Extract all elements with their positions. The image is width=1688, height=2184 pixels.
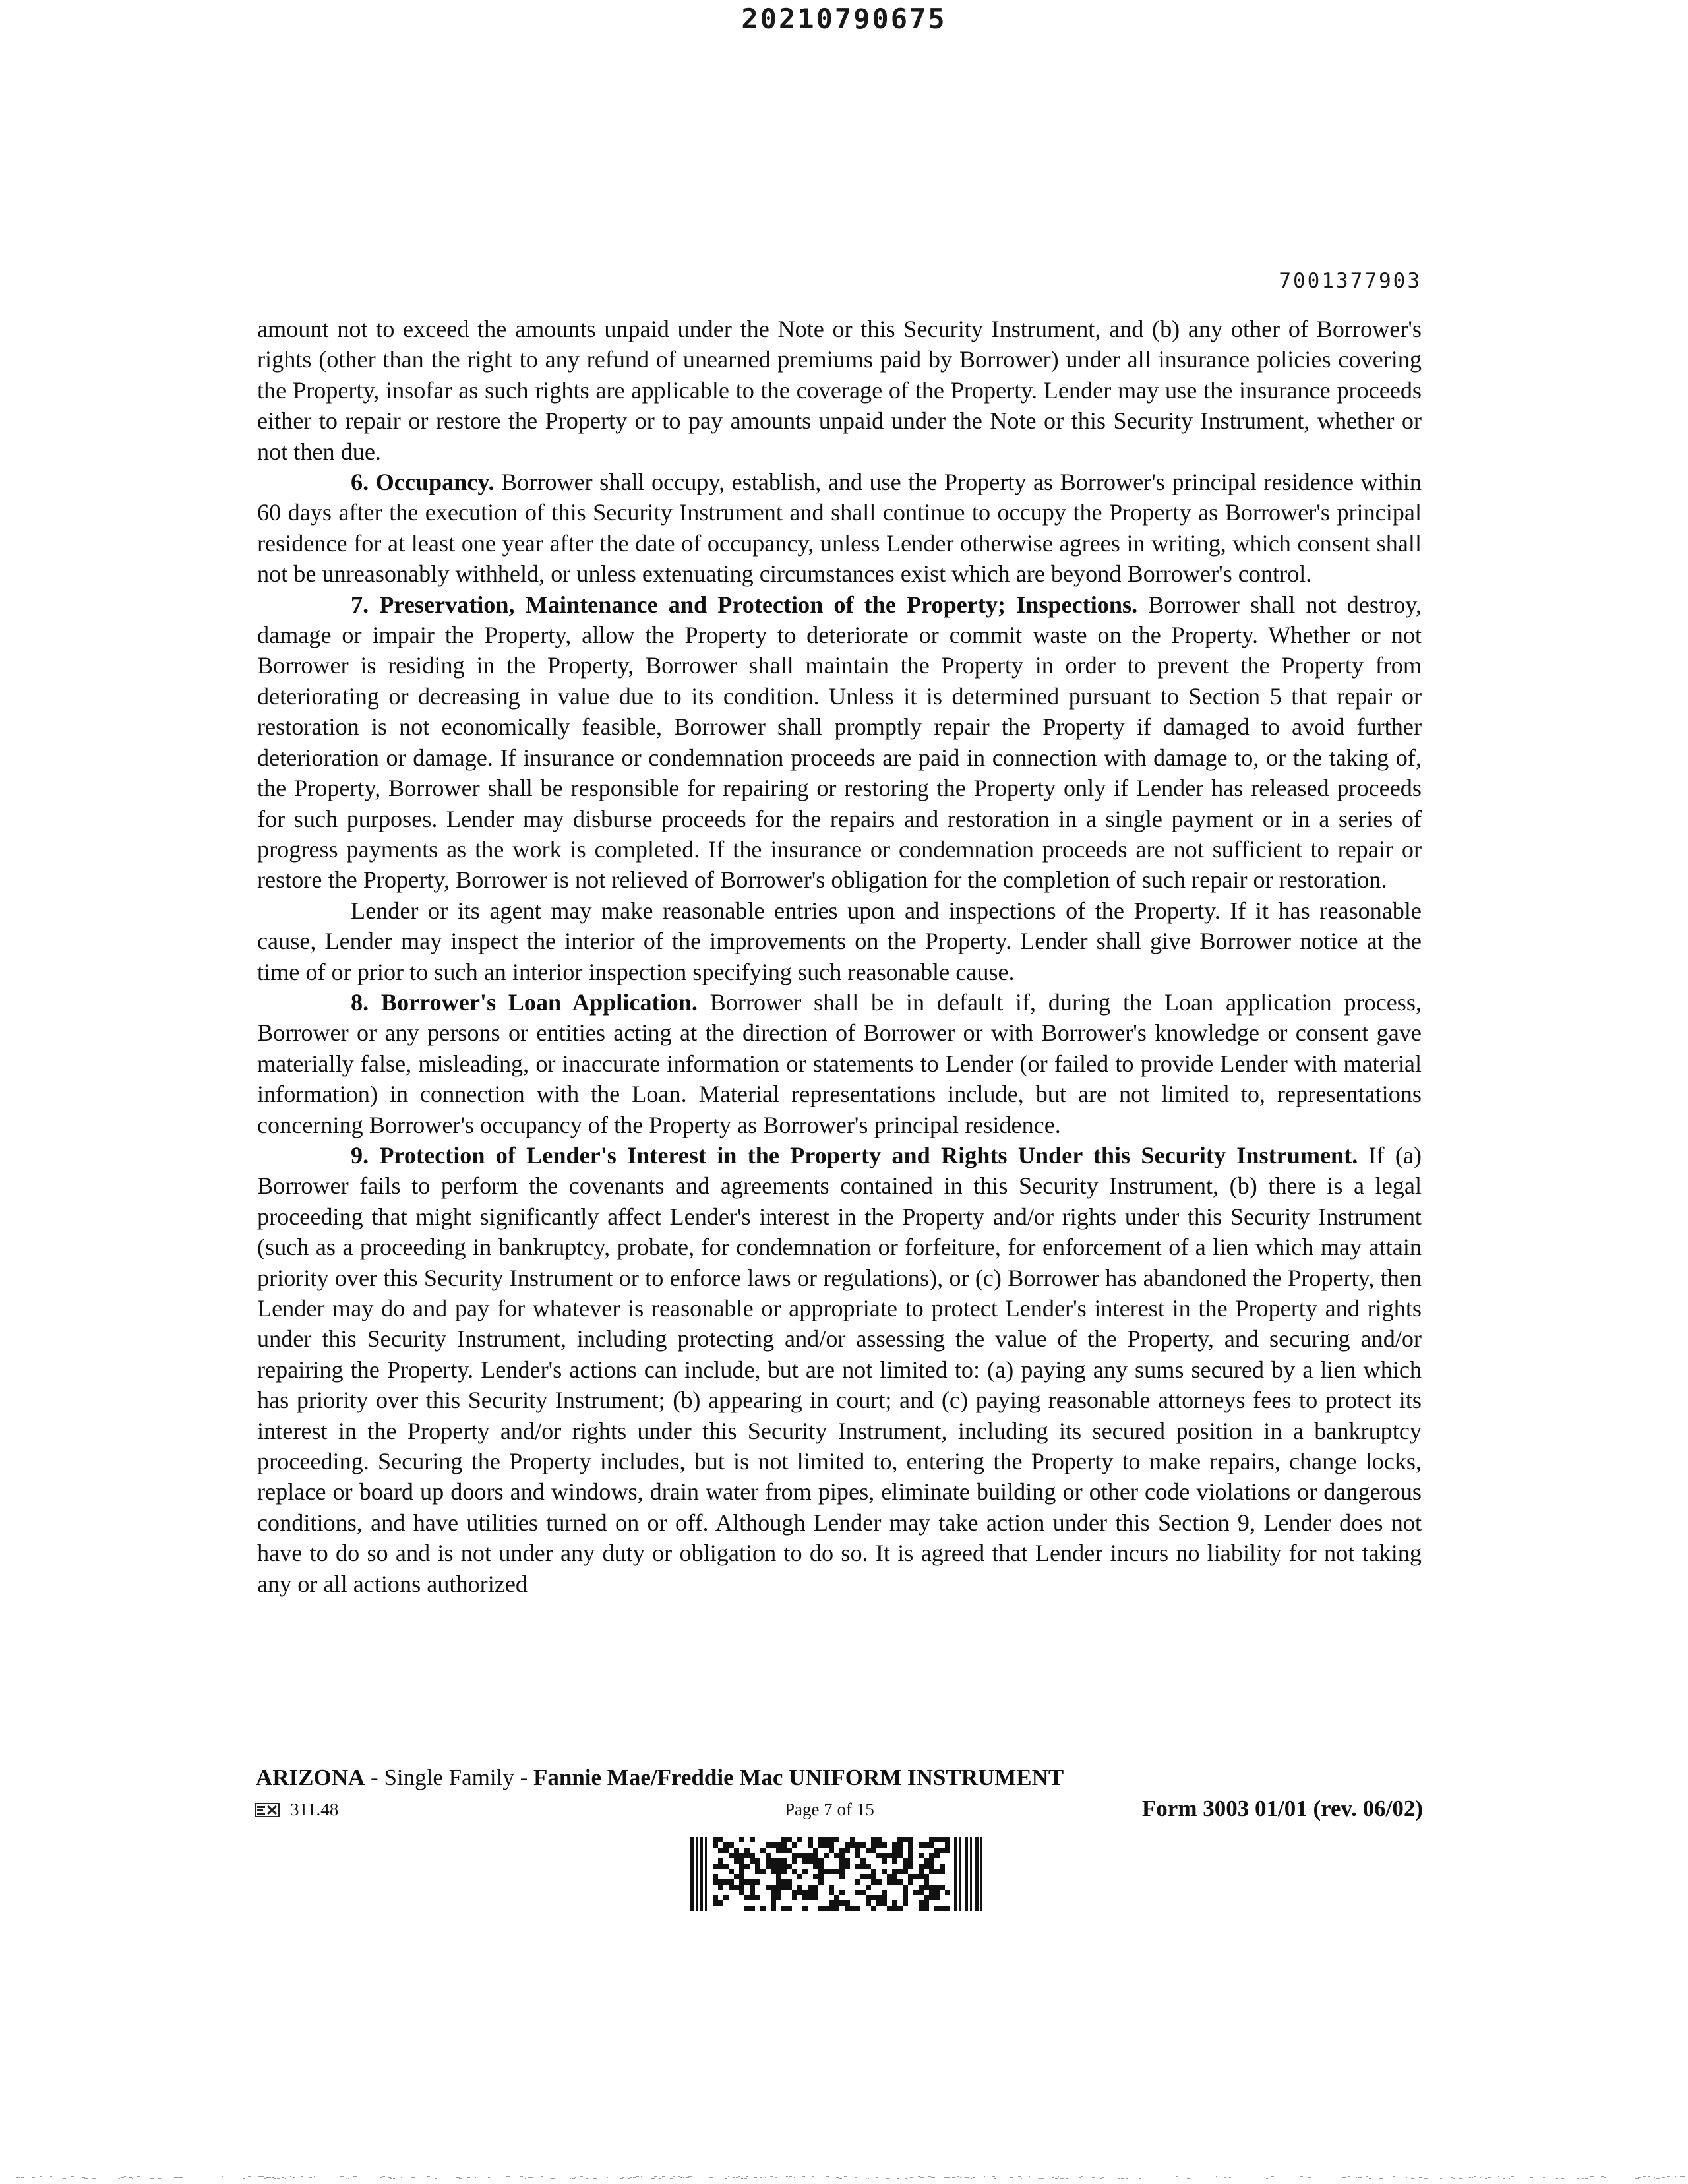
section-7-inspections-paragraph: Lender or its agent may make reasonable entries upon and inspections of the Property. If it has reasonable cause, Lender may inspect the interior of the improvements on the Property. Lender shall give Borrower notice at the time of or prior to such an interior inspection specifying such reasonable cause. bbox=[257, 897, 1422, 985]
section-9-protection bbox=[257, 1140, 1422, 1599]
page-number: Page 7 of 15 bbox=[785, 1800, 874, 1819]
recording-number: 20210790675 bbox=[741, 3, 947, 35]
form-number: Form 3003 01/01 (rev. 06/02) bbox=[1141, 1796, 1423, 1821]
footer-separator: - Single Family - bbox=[365, 1765, 533, 1790]
section-9-heading: 9. Protection of Lender's Interest in the Property and Rights Under this Security Instrument. bbox=[351, 1141, 1358, 1168]
vendor-code-number: 311.48 bbox=[290, 1800, 339, 1819]
footer-instrument-title bbox=[256, 1765, 1064, 1791]
section-8-loan-application bbox=[257, 987, 1422, 1140]
footer-row bbox=[255, 1796, 1423, 1827]
vendor-code bbox=[255, 1800, 338, 1820]
section-6-heading: 6. Occupancy. bbox=[351, 469, 495, 496]
document-body bbox=[257, 314, 1422, 1599]
footer-state: ARIZONA bbox=[256, 1765, 365, 1790]
section-6-text: Borrower shall occupy, establish, and use the Property as Borrower's principal residence within 60 days after the execution of this Security Instrument and shall continue to occupy the Property as Borrower's principal residence for at least one year after the date of occupancy, unless Lender otherwise agrees in writing, which consent shall not be unreasonably withheld, or unless extenuating circumstances exist which are beyond Borrower's control. bbox=[257, 469, 1422, 588]
section-9-text: If (a) Borrower fails to perform the covenants and agreements contained in this Security Instrument, (b) there is a legal proceeding that might significantly affect Lender's interest in the Property and/or rights under this Security Instrument (such as a proceeding in bankruptcy, probate, for condemnation or forfeiture, for enforcement of a lien which may attain priority over this Security Instrument or to enforce laws or regulations), or (c) Borrower has abandoned the Property, then Lender may do and pay for whatever is reasonable or appropriate to protect Lender's interest in the Property and rights under this Security Instrument, including protecting and/or assessing the value of the Property, and securing and/or repairing the Property. Lender's actions can include, but are not limited to: (a) paying any sums secured by a lien which has priority over this Security Instrument; (b) appearing in court; and (c) paying reasonable attorneys fees to protect its interest in the Property and/or rights under this Security Instrument, including its secured position in a bankruptcy proceeding. Securing the Property includes, but is not limited to, entering the Property to make repairs, change locks, replace or board up doors and windows, drain water from pipes, eliminate building or other code violations or dangerous conditions, and have utilities turned on or off. Although Lender may take action under this Section 9, Lender does not have to do so and is not under any duty or obligation to do so. It is agreed that Lender incurs no liability for not taking any or all actions authorized bbox=[257, 1141, 1422, 1597]
section-6-occupancy bbox=[257, 467, 1422, 590]
footer-instrument-name: Fannie Mae/Freddie Mac UNIFORM INSTRUMENT bbox=[533, 1765, 1064, 1790]
section-7-preservation bbox=[257, 590, 1422, 895]
barcode-icon bbox=[690, 1837, 984, 1911]
vendor-logo-icon bbox=[255, 1803, 280, 1817]
scan-edge-noise bbox=[0, 2176, 1688, 2180]
section-8-heading: 8. Borrower's Loan Application. bbox=[351, 988, 698, 1016]
section-8-text: Borrower shall be in default if, during the Loan application process, Borrower or any persons or entities acting at the direction of Borrower or with Borrower's knowledge or consent gave materially false, misleading, or inaccurate information or statements to Lender (or failed to provide Lender with material information) in connection with the Loan. Material representations include, but are not limited to, representations concerning Borrower's occupancy of the Property as Borrower's principal residence. bbox=[257, 988, 1422, 1138]
section-7-text: Borrower shall not destroy, damage or impair the Property, allow the Property to deteriorate or commit waste on the Property. Whether or not Borrower is residing in the Property, Borrower shall maintain the Property in order to prevent the Property from deteriorating or decreasing in value due to its condition. Unless it is determined pursuant to Section 5 that repair or restoration is not economically feasible, Borrower shall promptly repair the Property if damaged to avoid further deterioration or damage. If insurance or condemnation proceeds are paid in connection with damage to, or the taking of, the Property, Borrower shall be responsible for repairing or restoring the Property only if Lender has released proceeds for such purposes. Lender may disburse proceeds for the repairs and restoration in a single payment or in a series of progress payments as the work is completed. If the insurance or condemnation proceeds are not sufficient to repair or restore the Property, Borrower is not relieved of Borrower's obligation for the completion of such repair or restoration. bbox=[257, 591, 1422, 894]
section-7-heading: 7. Preservation, Maintenance and Protection of the Property; Inspections. bbox=[351, 591, 1138, 618]
loan-number: 7001377903 bbox=[1279, 269, 1422, 293]
paragraph-insurance-continued: amount not to exceed the amounts unpaid under the Note or this Security Instrument, and (b) any other of Borrower's rights (other than the right to any refund of unearned premiums paid by Borrower) under all insurance policies covering the Property, insofar as such rights are applicable to the coverage of the Property. Lender may use the insurance proceeds either to repair or restore the Property or to pay amounts unpaid under the Note or this Security Instrument, whether or not then due. bbox=[257, 316, 1422, 465]
